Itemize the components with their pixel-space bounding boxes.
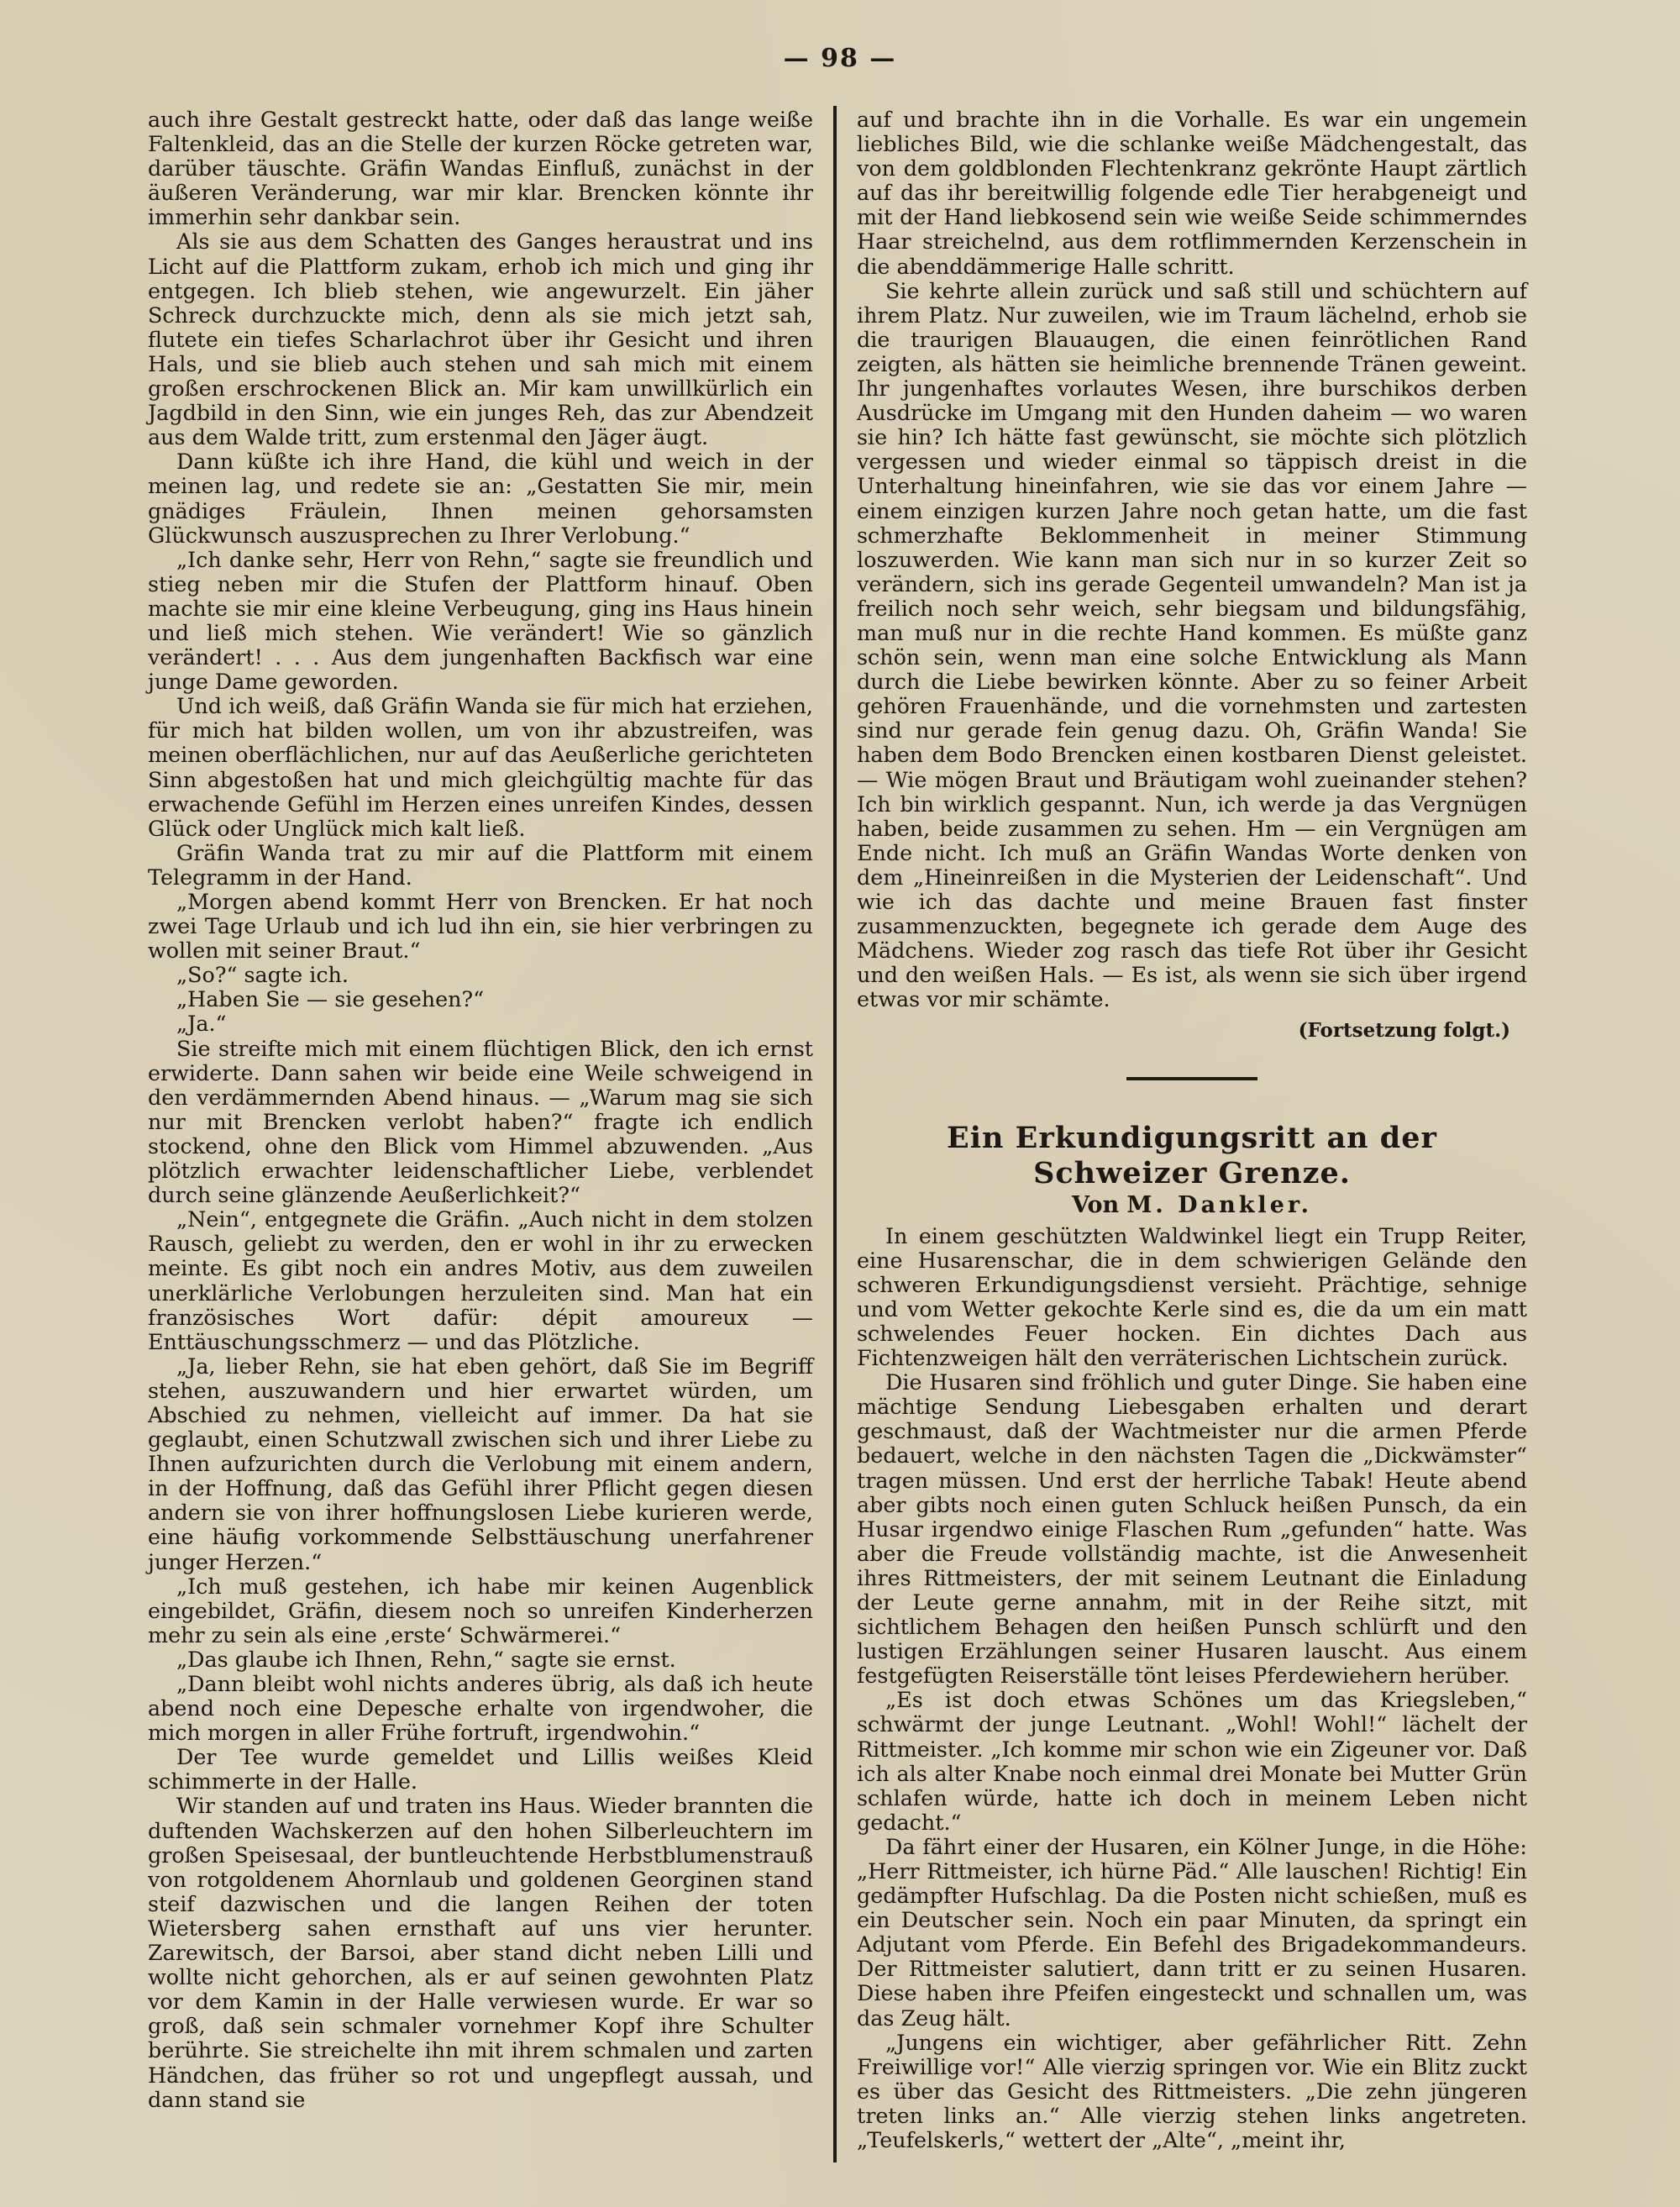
story-paragraph: Sie streifte mich mit einem flüchtigen Blick, den ich ernst erwiderte. Dann sahen wir beide eine Weile schweigend in den verdämmernden Abend hinaus. — „Warum mag sie sich nur mit Brencken verlobt haben?“ fragte ich endlich stockend, ohne den Blick vom Himmel abzuwenden. „Aus plötzlich erwachter leidenschaftlicher Liebe, verblendet durch seine glänzende Aeußerlichkeit?“ (148, 1035, 813, 1208)
author-name: M. Dankler. (1126, 1191, 1313, 1218)
article-paragraph: Die Husaren sind fröhlich und guter Dinge. Sie haben eine mächtige Sendung Liebesgaben erhalten und derart geschmaust, daß der Wachtmeister nur die armen Pferde bedauert, welche in den nächsten Tagen die „Dickwämster“ tragen müssen. Und erst der herrliche Tabak! Heute abend aber gibts noch einen guten Schluck heißen Punsch, da ein Husar irgendwo einige Flaschen Rum „gefunden“ hatte. Was aber die Freude vollständig machte, ist die Anwesenheit ihres Rittmeisters, der mit seinem Leutnant die Einladung der Leute gerne annahm, mit in der Reihe sitzt, mit sichtlichem Behagen den heißen Punsch schlürft und den lustigen Erzählungen seiner Husaren lauscht. Aus einem festgefügten Reiserställe tönt leises Pferdewiehern herüber. (857, 1369, 1527, 1689)
column-divider (833, 106, 837, 2162)
story-paragraph: Gräfin Wanda trat zu mir auf die Plattform mit einem Telegramm in der Hand. (148, 839, 813, 890)
story-paragraph: auch ihre Gestalt gestreckt hatte, oder daß das lange weiße Faltenkleid, das an die Stelle der kurzen Röcke getreten war, darüber täuschte. Gräfin Wandas Einfluß, zunächst in der äußeren Veränderung, war mir klar. Brencken könnte ihr immerhin sehr dankbar sein. (148, 107, 813, 230)
continued-note: (Fortsetzung folgt.) (1298, 1019, 1510, 1043)
story-paragraph: „Ja.“ (176, 1011, 227, 1037)
story-paragraph: Und ich weiß, daß Gräfin Wanda sie für mich hat erziehen, für mich hat bilden wollen, um von ihr abzustreifen, was meinen oberflächlichen, nur auf das Aeußerliche gerichteten Sinn abgestoßen hat und mich gleichgültig machte für das erwachende Gefühl im Herzen eines unreifen Kindes, dessen Glück oder Unglück mich kalt ließ. (148, 693, 813, 841)
story-paragraph: Sie kehrte allein zurück und saß still und schüchtern auf ihrem Platz. Nur zuweilen, wie im Traum lächelnd, erhob sie die traurigen Blauaugen, die einen feinrötlichen Rand zeigten, als hätten sie heimliche brennende Tränen geweint. Ihr jungenhaftes vorlautes Wesen, ihre burschikos derben Ausdrücke im Umgang mit den Hunden daheim — wo waren sie hin? Ich hätte fast gewünscht, sie möchte sich plötzlich vergessen und wieder einmal so täppisch dreist in die Unterhaltung hineinfahren, wie sie das vor einem Jahre — einem einzigen kurzen Jahre noch getan hatte, um die fast schmerzhafte Beklommenheit in meiner Stimmung loszuwerden. Wie kann man sich nur in so kurzer Zeit so verändern, sich ins gerade Gegenteil umwandeln? Man ist ja freilich noch sehr weich, sehr biegsam und bildungsfähig, man muß nur in die rechte Hand kommen. Es müßte ganz schön sein, wenn man eine solche Entwicklung als Mann durch die Liebe bewirken könnte. Aber zu so feiner Arbeit gehören Frauenhände, und die vornehmsten und zartesten sind nur gerade fein genug dazu. Oh, Gräfin Wanda! Sie haben dem Bodo Brencken einen kostbaren Dienst geleistet. — Wie mögen Braut und Bräutigam wohl zueinander stehen? Ich bin wirklich gespannt. Nun, ich werde ja das Vergnügen haben, beide zusammen zu sehen. Hm — ein Vergnügen am Ende nicht. Ich muß an Gräfin Wandas Worte denken von dem „Hineinreißen in die Mysterien der Leidenschaft“. Und wie ich das dachte und meine Brauen fast finster zusammenzuckten, begegnete ich gerade dem Auge des Mädchens. Wieder zog rasch das tiefe Rot über ihr Gesicht und den weißen Hals. — Es ist, als wenn sie sich über irgend etwas vor mir schämte. (857, 277, 1527, 1012)
story-paragraph: „Dann bleibt wohl nichts anderes übrig, als daß ich heute abend noch eine Depesche erhalte von irgendwoher, die mich morgen in aller Frühe fortruft, irgendwohin.“ (148, 1671, 813, 1746)
left-column (148, 108, 813, 2112)
story-paragraph: „Ja, lieber Rehn, sie hat eben gehört, daß Sie im Begriff stehen, auszuwandern und hier erwartet würden, um Abschied zu nehmen, vielleicht auf immer. Da hat sie geglaubt, einen Schutzwall zwischen sich und ihrer Liebe zu Ihnen aufzurichten durch die Verlobung mit einem andern, in der Hoffnung, daß das Gefühl ihrer Pflicht gegen diesen andern sie von ihrer hoffnungslosen Liebe kurieren werde, eine häufig vorkommende Selbsttäuschung unerfahrener junger Herzen.“ (148, 1353, 813, 1574)
article-title: Ein Erkundigungsritt an der Schweizer Grenze. (947, 1120, 1437, 1190)
story-paragraph: „Ich muß gestehen, ich habe mir keinen Augenblick eingebildet, Gräfin, diesem noch so unreifen Kinderherzen mehr zu sein als eine ‚erste‘ Schwärmerei.“ (148, 1573, 813, 1647)
article-byline (857, 1191, 1527, 1219)
story-paragraph: „Das glaube ich Ihnen, Rehn,“ sagte sie ernst. (176, 1646, 676, 1672)
story-paragraph: „Ich danke sehr, Herr von Rehn,“ sagte sie freundlich und stieg neben mir die Stufen der Plattform hinauf. Oben machte sie mir eine kleine Verbeugung, ging ins Haus hinein und ließ mich stehen. Wie verändert! Wie so gänzlich verändert! . . . Aus dem jungenhaften Backfisch war eine junge Dame geworden. (148, 546, 813, 695)
story-paragraph: Der Tee wurde gemeldet und Lillis weißes Kleid schimmerte in der Halle. (148, 1744, 813, 1795)
story-paragraph: „Nein“, entgegnete die Gräfin. „Auch nicht in dem stolzen Rausch, geliebt zu werden, den er wohl in ihr zu erwecken meinte. Es gibt noch ein andres Motiv, aus dem zuweilen unerklärliche Verlobungen herzuleiten sind. Man hat ein französisches Wort dafür: dépit amoureux — Enttäuschungsschmerz — und das Plötzliche. (148, 1206, 813, 1354)
article-paragraph: In einem geschützten Waldwinkel liegt ein Trupp Reiter, eine Husarenschar, die in dem schwierigen Gelände den schweren Erkundigungsdienst versieht. Prächtige, sehnige und vom Wetter gekochte Kerle sind es, die da um ein matt schwelendes Feuer hocken. Ein dichtes Dach aus Fichtenzweigen hält den verräterischen Lichtschein zurück. (857, 1222, 1527, 1371)
article-paragraph: „Es ist doch etwas Schönes um das Kriegsleben,“ schwärmt der junge Leutnant. „Wohl! Wohl!“ lächelt der Rittmeister. „Ich komme mir schon wie ein Zigeuner vor. Daß ich als alter Knabe noch einmal drei Monate bei Mutter Grün schlafen würde, hatte ich doch in meinem Leben nicht gedacht.“ (857, 1687, 1527, 1835)
story-paragraph: Wir standen auf und traten ins Haus. Wieder brannten die duftenden Wachskerzen auf den hohen Silberleuchtern im großen Speisesaal, der buntleuchtende Herbstblumenstrauß von rotgoldenem Ahornlaub und goldenen Georginen stand steif dazwischen und die langen Reihen der toten Wietersberg sahen ernsthaft auf uns vier herunter. Zarewitsch, der Barsoi, aber stand dicht neben Lilli und wollte nicht gehorchen, als er auf seinen gewohnten Platz vor dem Kamin in der Halle verwiesen wurde. Er war so groß, daß sein schmaler vornehmer Kopf ihre Schulter berührte. Sie streichelte ihn mit ihrem schmalen und zarten Händchen, das früher so rot und ungepflegt aussah, und dann stand sie (148, 1793, 813, 2112)
story-paragraph: „So?“ sagte ich. (176, 962, 349, 988)
article-paragraph: Da fährt einer der Husaren, ein Kölner Junge, in die Höhe: „Herr Rittmeister, ich hürne Päd.“ Alle lauschen! Richtig! Ein gedämpfter Hufschlag. Da die Posten nicht schießen, muß es ein Deutscher sein. Noch ein paar Minuten, da springt ein Adjutant vom Pferde. Ein Befehl des Brigadekommandeurs. Der Rittmeister salutiert, dann tritt er zu seinen Husaren. Diese haben ihre Pfeifen eingesteckt und schnallen um, was das Zeug hält. (857, 1833, 1527, 2031)
story-paragraph: auf und brachte ihn in die Vorhalle. Es war ein ungemein liebliches Bild, wie die schlanke weiße Mädchengestalt, das von dem goldblonden Flechtenkranz gekrönte Haupt zärtlich auf das ihr bereitwillig folgende edle Tier herabgeneigt und mit der Hand liebkosend sein wie weiße Seide schimmerndes Haar streichelnd, aus dem rotflimmernden Kerzenschein in die abenddämmerige Halle schritt. (857, 107, 1527, 279)
article-paragraph: „Jungens ein wichtiger, aber gefährlicher Ritt. Zehn Freiwillige vor!“ Alle vierzig springen vor. Wie ein Blitz zuckt es über das Gesicht des Rittmeisters. „Die zehn jüngeren treten links an.“ Alle vierzig stehen links angetreten. „Teufelskerls,“ wettert der „Alte“, „meint ihr, (857, 2029, 1527, 2153)
story-paragraph: „Haben Sie — sie gesehen?“ (176, 986, 485, 1012)
byline-prefix: Von (1071, 1191, 1120, 1218)
page-number: — 98 — (783, 44, 897, 73)
story-paragraph: Als sie aus dem Schatten des Ganges heraustrat und ins Licht auf die Plattform zukam, erhob ich mich und ging ihr entgegen. Ich blieb stehen, wie angewurzelt. Ein jäher Schreck durchzuckte mich, denn als sie mich jetzt sah, flutete ein tiefes Scharlachrot über ihr Gesicht und ihren Hals, und sie blieb auch stehen und sah mich mit einem großen erschrockenen Blick an. Mir kam unwillkürlich ein Jagdbild in den Sinn, wie ein junges Reh, das zur Abendzeit aus dem Walde tritt, zum erstenmal den Jäger äugt. (148, 229, 813, 450)
right-column (857, 108, 1527, 2152)
section-rule (1126, 1077, 1257, 1080)
story-paragraph: Dann küßte ich ihre Hand, die kühl und weich in der meinen lag, und redete sie an: „Gestatten Sie mir, mein gnädiges Fräulein, Ihnen meinen gehorsamsten Glückwunsch auszusprechen zu Ihrer Verlobung.“ (148, 449, 813, 548)
story-paragraph: „Morgen abend kommt Herr von Brencken. Er hat noch zwei Tage Urlaub und ich lud ihn ein, sie hier verbringen zu wollen mit seiner Braut.“ (148, 889, 813, 964)
